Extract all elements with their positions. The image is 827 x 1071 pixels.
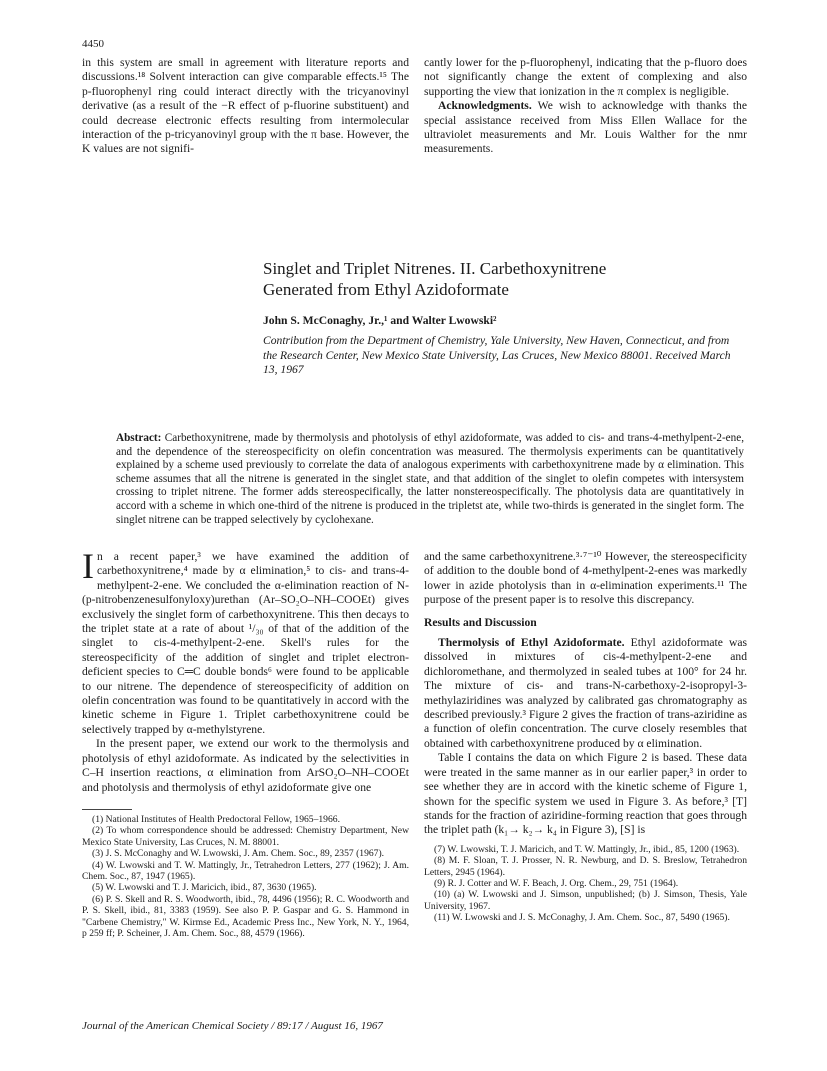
footnote: (11) W. Lwowski and J. S. McConaghy, J. Am. Chem. Soc., 87, 5490 (1965). — [434, 912, 730, 924]
abstract-label: Abstract: — [116, 432, 162, 444]
footnote: (10) (a) W. Lwowski and J. Simson, unpublished; (b) J. Simson, Thesis, Yale University, 1967. — [424, 889, 747, 912]
article-title — [263, 258, 743, 300]
acknowledgments-text: We wish to acknowledge with thanks the special assistance received from Miss Ellen Wallace for the ultraviolet measurements and Mr. Louis Walther for the nmr measurements. — [424, 99, 747, 156]
intro-paragraph — [82, 546, 409, 737]
top-left-paragraph: in this system are small in agreement with literature reports and discussions.¹⁸ Solvent interaction can give comparable effects.¹⁵ The p-fluorophenyl ring could interact directly with the tricyanovinyl derivative (as a result of the −R effect of p-fluorine substituent) and could decrease electronic effects resulting from intermolecular interaction of the p-tricyanovinyl group with the π base. However, the K values are not signifi- — [82, 56, 409, 156]
abstract-text: Carbethoxynitrene, made by thermolysis and photolysis of ethyl azidoformate, was added to cis- and trans-4-methylpent-2-ene, and the dependence of the stereospecificity on olefin concentration was measured. The thermolysis experiments can be quantitatively explained by a scheme used previously to correlate the data of analogous experiments with carbethoxynitrene made by α elimination. This scheme assumes that all the nitrene is generated in the singlet state, and that addition of the singlet to olefin competes with intersystem crossing to triplet nitrene. The former adds stereospecifically, the latter nonstereospecifically. The photolysis data are quantitatively in accord with a scheme in which one-third of the nitrene is produced in the tripletst ate, while two-thirds is generated in the singlet form. The singlet nitrene can be trapped selectively by cyclohexane. — [116, 432, 744, 526]
footnote: (5) W. Lwowski and T. J. Maricich, ibid., 87, 3630 (1965). — [92, 882, 317, 894]
top-left-column — [82, 56, 409, 157]
footnote: (7) W. Lwowski, T. J. Maricich, and T. W. Mattingly, Jr., ibid., 85, 1200 (1963). — [434, 843, 740, 855]
page-number: 4450 — [82, 38, 104, 50]
body-right-column — [424, 550, 747, 924]
footnote: (8) M. F. Sloan, T. J. Prosser, N. R. Newburg, and D. S. Breslow, Tetrahedron Letters, 2945 (1964). — [424, 855, 747, 878]
footnotes-left — [82, 814, 409, 939]
journal-footer: Journal of the American Chemical Society / 89:17 / August 16, 1967 — [82, 1020, 383, 1032]
abstract — [116, 432, 744, 527]
body-paragraph: In the present paper, we extend our work to the thermolysis and photolysis of ethyl azidoformate. As indicated by the selectivities in C–H insertion reactions, α elimination from ArSO₂O–NH–COOEt and photolysis and thermolysis of ethyl azidoformate give one — [82, 737, 409, 794]
affiliation: Contribution from the Department of Chemistry, Yale University, New Haven, Connecticut, and from the Research Center, New Mexico State University, Las Cruces, New Mexico 88001. Received March 13, 1967 — [263, 334, 731, 376]
authors: John S. McConaghy, Jr.,¹ and Walter Lwowski² — [263, 314, 497, 327]
footnotes-right — [424, 844, 747, 924]
footnote: (4) W. Lwowski and T. W. Mattingly, Jr., Tetrahedron Letters, 277 (1962); J. Am. Chem. Soc., 87, 1947 (1965). — [82, 859, 409, 882]
footnote: (6) P. S. Skell and R. S. Woodworth, ibid., 78, 4496 (1956); R. C. Woodworth and P. S. Skell, ibid., 81, 3383 (1959). See also P. P. Gaspar and G. S. Hammond in "Carbene Chemistry," W. Kirmse Ed., Academic Press Inc., New York, N. Y., 1964, p 259 ff; P. Scheiner, J. Am. Chem. Soc., 88, 4579 (1966). — [82, 893, 409, 939]
acknowledgments-heading: Acknowledgments. — [438, 99, 532, 113]
subsection-heading: Thermolysis of Ethyl Azidoformate. — [438, 636, 625, 650]
footnote: (2) To whom correspondence should be addressed: Chemistry Department, New Mexico State University, Las Cruces, N. M. 88001. — [82, 825, 409, 848]
footnote: (3) J. S. McConaghy and W. Lwowski, J. Am. Chem. Soc., 89, 2357 (1967). — [92, 848, 385, 860]
section-heading: Results and Discussion — [424, 615, 537, 629]
body-paragraph: and the same carbethoxynitrene.³·⁷⁻¹⁰ However, the stereospecificity of addition to the double bond of 4-methylpent-2-enes was markedly lower in azide photolysis than in α-elimination experiments.¹¹ The purpose of the present paper is to resolve this discrepancy. — [424, 550, 747, 607]
body-left-column — [82, 546, 409, 939]
subsection-text: Ethyl azidoformate was dissolved in mixtures of cis-4-methylpent-2-ene and dichloromethane, and thermolyzed in sealed tubes at 100° for 24 hr. The mixture of cis- and trans-N-carbethoxy-2-isopropyl-3-methylaziridines was analyzed by calibrated gas chromatography as described previously.³ Figure 2 gives the fraction of trans-aziridine as a function of olefin concentration. The curve closely resembles that obtained with carbethoxynitrene produced by α elimination. — [424, 636, 747, 750]
title-line-1: Singlet and Triplet Nitrenes. II. Carbethoxynitrene — [263, 259, 607, 278]
footnote: (1) National Institutes of Health Predoctoral Fellow, 1965–1966. — [92, 813, 340, 825]
footnote-divider — [82, 809, 132, 810]
acknowledgments — [424, 99, 747, 157]
footnote: (9) R. J. Cotter and W. F. Beach, J. Org. Chem., 29, 751 (1964). — [434, 877, 679, 889]
body-paragraph: Table I contains the data on which Figure 2 is based. These data were treated in the same manner as in our earlier paper,³ in order to see whether they are in accord with the kinetic scheme of Figure 1, shown for the specific system we used in Figure 3. As before,³ [T] stands for the fraction of aziridine-forming reaction that goes through the triplet path (k₁→ k₂→ k₄ in Figure 3), [S] is — [424, 751, 747, 837]
drop-cap: I — [82, 546, 94, 586]
body-paragraph — [424, 636, 747, 751]
top-right-column — [424, 56, 747, 157]
intro-text: n a recent paper,³ we have examined the addition of carbethoxynitrene,⁴ made by α elimination,⁵ to cis- and trans-4-methylpent-2-ene. We concluded the α-elimination reaction of N-(p-nitrobenzenesulfonyloxy)urethan (Ar–SO₂O–NH–COOEt) gives exclusively the singlet form of carbethoxynitrene. This then decays to the triplet state at a rate of about ¹/₃₀ of that of the addition of the singlet to cis-4-methylpent-2-ene. Skell's rules for the stereospecificity of the addition of singlet and triplet electron-deficient species to C═C double bonds⁶ were found to be applicable to our nitrene. The dependence of stereospecificity of addition on olefin concentration was found to be quantitatively in accord with the kinetic scheme in Figure 1. Triplet carbethoxynitrene could be selectively trapped by α-methylstyrene. — [82, 550, 409, 736]
top-right-paragraph: cantly lower for the p-fluorophenyl, indicating that the p-fluoro does not significantly change the extent of complexing and also supporting the view that ionization in the π complex is negligible. — [424, 56, 747, 98]
title-line-2: Generated from Ethyl Azidoformate — [263, 280, 509, 299]
